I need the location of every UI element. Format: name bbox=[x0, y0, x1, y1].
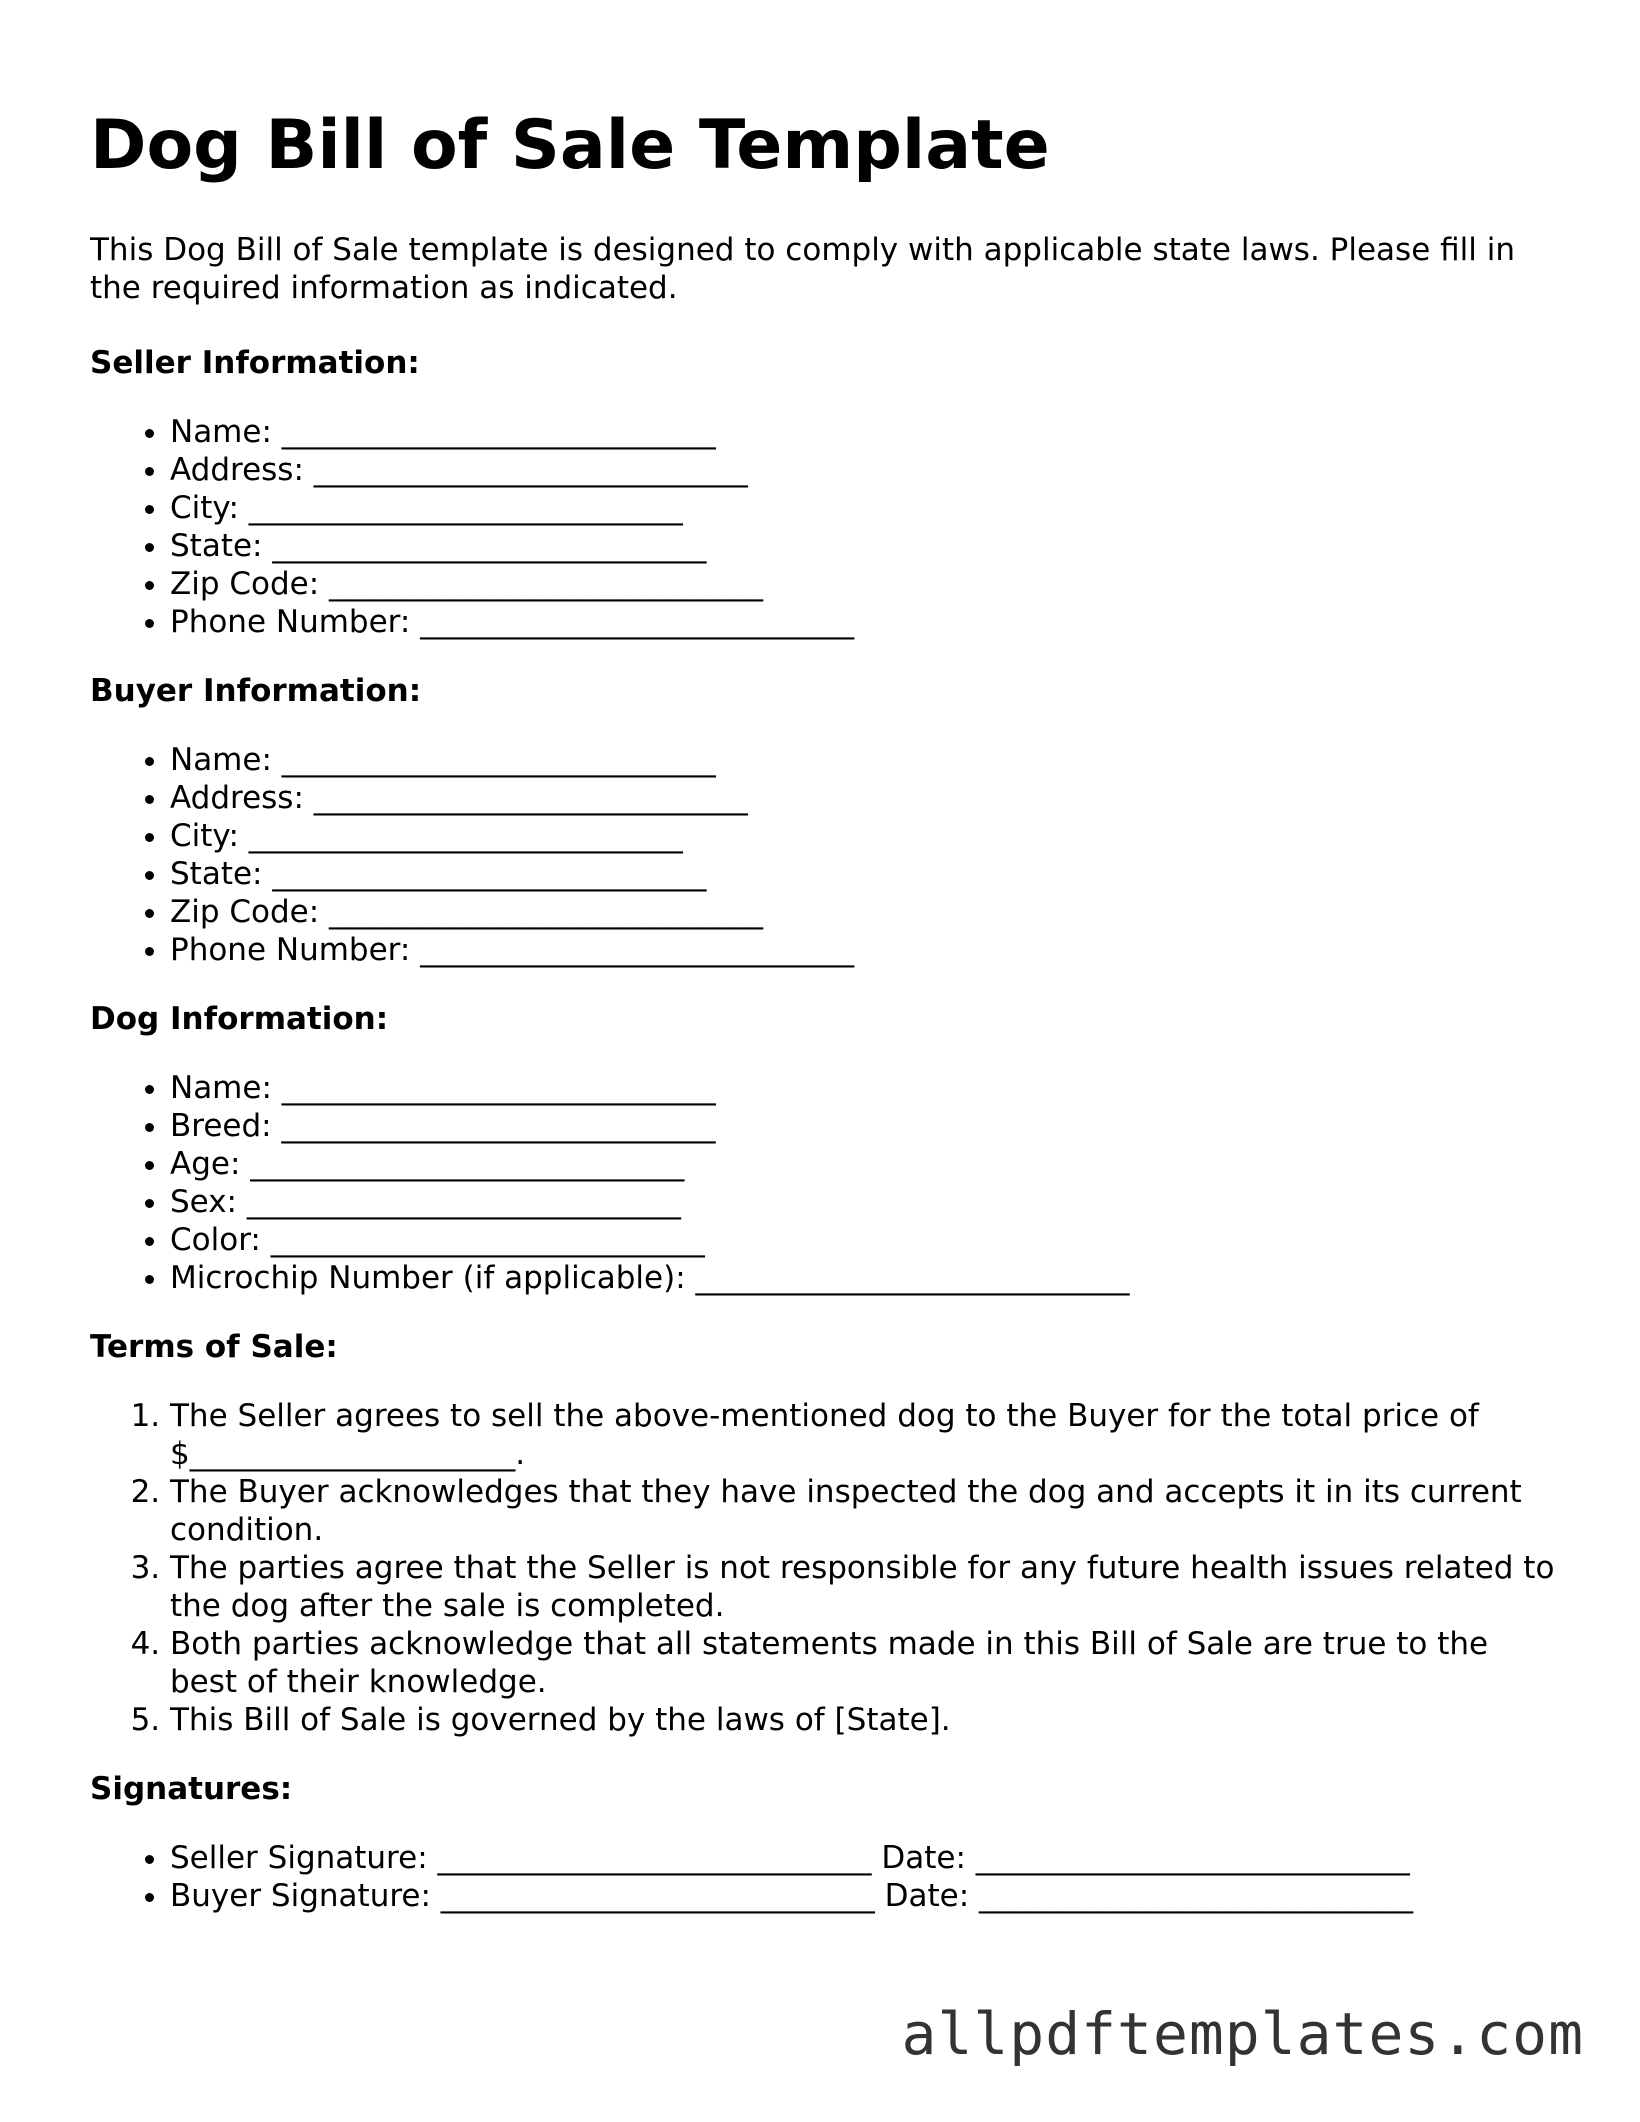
list-item: 1. The Seller agrees to sell the above-mentioned dog to the Buyer for the total price of $_____________________. bbox=[170, 1397, 1560, 1473]
terms-list bbox=[90, 1397, 1560, 1739]
seller-heading: Seller Information: bbox=[90, 344, 420, 381]
list-item: • Address: ____________________________ bbox=[170, 779, 1560, 817]
list-item: • Phone Number: ____________________________ bbox=[170, 931, 1560, 969]
list-item: • Name: ____________________________ bbox=[170, 741, 1560, 779]
list-item: • Sex: ____________________________ bbox=[170, 1183, 1560, 1221]
list-item: • Name: ____________________________ bbox=[170, 413, 1560, 451]
list-item: • Seller Signature: ____________________________ Date: ____________________________ bbox=[170, 1839, 1560, 1877]
document-page bbox=[90, 105, 1560, 1946]
list-item: • Microchip Number (if applicable): ____________________________ bbox=[170, 1259, 1560, 1297]
list-item: • Name: ____________________________ bbox=[170, 1069, 1560, 1107]
list-item: • Phone Number: ____________________________ bbox=[170, 603, 1560, 641]
list-item: 5. This Bill of Sale is governed by the laws of [State]. bbox=[170, 1701, 1560, 1739]
intro-paragraph: This Dog Bill of Sale template is designed to comply with applicable state laws. Please fill in the required information as indicated. bbox=[90, 231, 1515, 306]
page-title: Dog Bill of Sale Template bbox=[90, 106, 1050, 185]
buyer-list bbox=[90, 741, 1560, 969]
list-item: • Breed: ____________________________ bbox=[170, 1107, 1560, 1145]
list-item: • City: ____________________________ bbox=[170, 489, 1560, 527]
buyer-heading: Buyer Information: bbox=[90, 672, 422, 709]
list-item: 3. The parties agree that the Seller is not responsible for any future health issues related to the dog after the sale is completed. bbox=[170, 1549, 1560, 1625]
list-item: 4. Both parties acknowledge that all statements made in this Bill of Sale are true to the best of their knowledge. bbox=[170, 1625, 1560, 1701]
list-item: • Buyer Signature: ____________________________ Date: ____________________________ bbox=[170, 1877, 1560, 1915]
list-item: • Color: ____________________________ bbox=[170, 1221, 1560, 1259]
list-item: • State: ____________________________ bbox=[170, 855, 1560, 893]
list-item: • Zip Code: ____________________________ bbox=[170, 565, 1560, 603]
list-item: • Address: ____________________________ bbox=[170, 451, 1560, 489]
dog-heading: Dog Information: bbox=[90, 1000, 389, 1037]
list-item: • State: ____________________________ bbox=[170, 527, 1560, 565]
signatures-heading: Signatures: bbox=[90, 1770, 293, 1807]
watermark: allpdftemplates.com bbox=[901, 2000, 1584, 2068]
dog-list bbox=[90, 1069, 1560, 1297]
seller-list bbox=[90, 413, 1560, 641]
signatures-list bbox=[90, 1839, 1560, 1915]
list-item: • Age: ____________________________ bbox=[170, 1145, 1560, 1183]
terms-heading: Terms of Sale: bbox=[90, 1328, 338, 1365]
list-item: • Zip Code: ____________________________ bbox=[170, 893, 1560, 931]
list-item: • City: ____________________________ bbox=[170, 817, 1560, 855]
list-item: 2. The Buyer acknowledges that they have inspected the dog and accepts it in its current condition. bbox=[170, 1473, 1560, 1549]
